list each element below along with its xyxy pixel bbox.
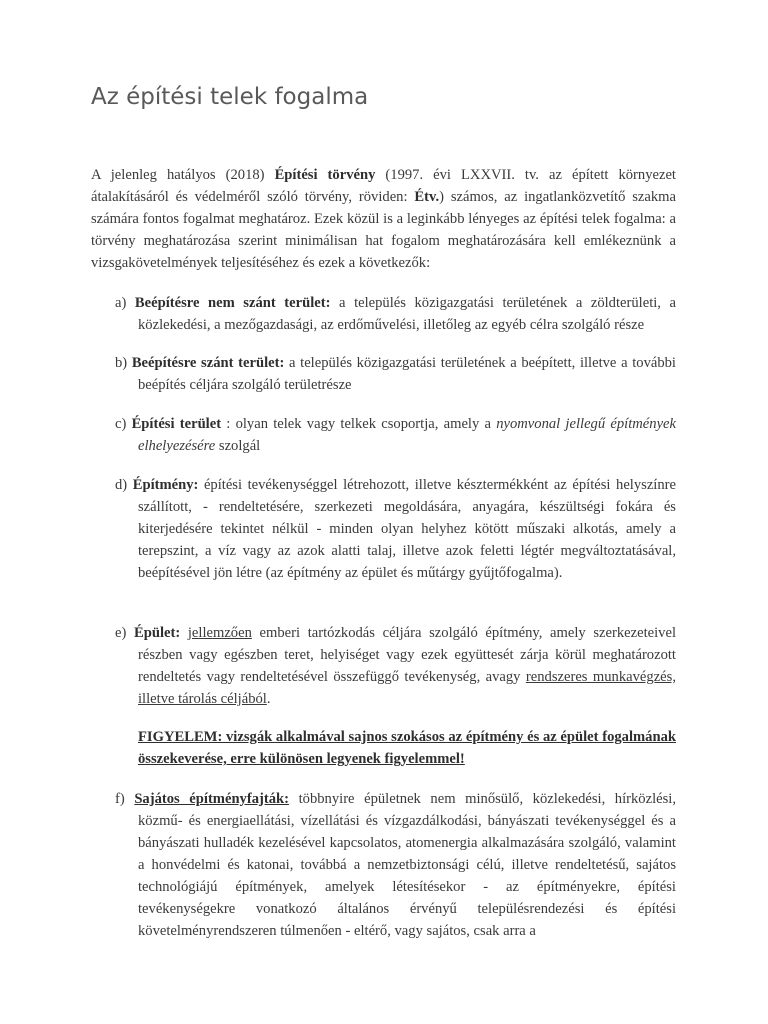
definition-text (180, 625, 188, 641)
list-marker: e) (115, 625, 134, 641)
definition-term: Építési terület (131, 416, 222, 432)
definition-term: Épület: (133, 625, 181, 641)
list-marker: c) (115, 416, 132, 432)
definition-text: szolgál (215, 438, 261, 454)
page-title: Az építési telek fogalma (91, 84, 369, 110)
list-item-d (115, 474, 676, 584)
intro-text: ) számos, az ingatlanközvetítő szakma számára fontos fogalmat meghatároz. Ezek közül is a leginkább lényeges az építési telek fogalma: a törvény meghatározása szerint minimálisan hat fogalom meghatározására kell emlékeznünk a vizsgakövetelmények teljesítéséhez és ezek a következők: (91, 189, 676, 271)
underlined-text: rendszeres munkavégzés, illetve tárolás céljából (138, 669, 676, 707)
list-marker: a) (115, 295, 135, 311)
definition-term: Beépítésre nem szánt terület: (134, 295, 331, 311)
definition-emphasis: nyomvonal jellegű építmények elhelyezésére (138, 416, 676, 454)
definition-text: a település közigazgatási területének a beépített, illetve a további beépítés céljára szolgáló területrésze (138, 355, 676, 393)
list-item-a (115, 292, 676, 336)
intro-text: A jelenleg hatályos (2018) (91, 167, 275, 183)
list-item-b (115, 352, 676, 396)
law-name: Építési törvény (274, 167, 376, 183)
list-item-f (115, 788, 676, 942)
intro-paragraph (91, 164, 676, 274)
definition-text: emberi tartózkodás céljára szolgáló építmény, amely szerkezeteivel részben vagy egészben teret, helyiséget vagy ezek együttesét zárja körül meghatározott rendeltetés vagy rendeltetésével összefüggő tevékenység, avagy (138, 625, 676, 685)
underlined-text: jellemzően (187, 625, 252, 641)
list-marker: f) (115, 791, 135, 807)
list-item-e (115, 622, 676, 710)
intro-text: (1997. évi LXXVII. tv. az épített környezet átalakításáról és védelméről szóló törvény, röviden: (91, 167, 676, 205)
definition-text: többnyire épületnek nem minősülő, közlekedési, hírközlési, közmű- és energiaellátási, vízellátási és vízgazdálkodási, bányászati tevékenységgel és a bányászati hulladék kezelésével kapcsolatos, atomenergia alkalmazására szolgáló, valamint a honvédelmi és katonai, továbbá a nemzetbiztonsági célú, illetve rendeltetésű, sajátos technológiájú építmények, amelyek létesítésekor - az építményekre, építési tevékenységekre vonatkozó általános érvényű településrendezési és építési követelményrendszeren túlmenően - eltérő, vagy sajátos, csak arra a (138, 791, 677, 939)
definition-text: . (266, 691, 271, 707)
list-item-c (115, 413, 676, 457)
law-abbreviation: Étv. (414, 189, 440, 205)
definition-text: építési tevékenységgel létrehozott, illetve késztermékként az építési helyszínre szállított, - rendeltetésére, szerkezeti megoldására, anyagára, készültségi fokára és kiterjedésére tekintet nélkül - minden olyan helyhez kötött műszaki alkotás, amely a terepszint, a víz vagy az azok alatti talaj, illetve azok feletti légtér megváltoztatásával, beépítésével jön létre (az építmény az épület és műtárgy gyűjtőfogalma). (138, 477, 676, 581)
warning-note (138, 726, 676, 770)
definition-text: a település közigazgatási területének a zöldterületi, a közlekedési, a mezőgazdasági, az erdőművelési, illetőleg az egyéb célra szolgáló része (138, 295, 676, 333)
list-marker: b) (115, 355, 132, 371)
definition-term: Sajátos építményfajták: (134, 791, 290, 807)
definition-term: Beépítésre szánt terület: (131, 355, 285, 371)
definition-text: : olyan telek vagy telkek csoportja, amely a (221, 416, 497, 432)
definition-term: Építmény: (132, 477, 199, 493)
warning-text: FIGYELEM: vizsgák alkalmával sajnos szokásos az építmény és az épület fogalmának összekeverése, erre különösen legyenek figyelemmel! (138, 729, 676, 767)
list-marker: d) (115, 477, 133, 493)
